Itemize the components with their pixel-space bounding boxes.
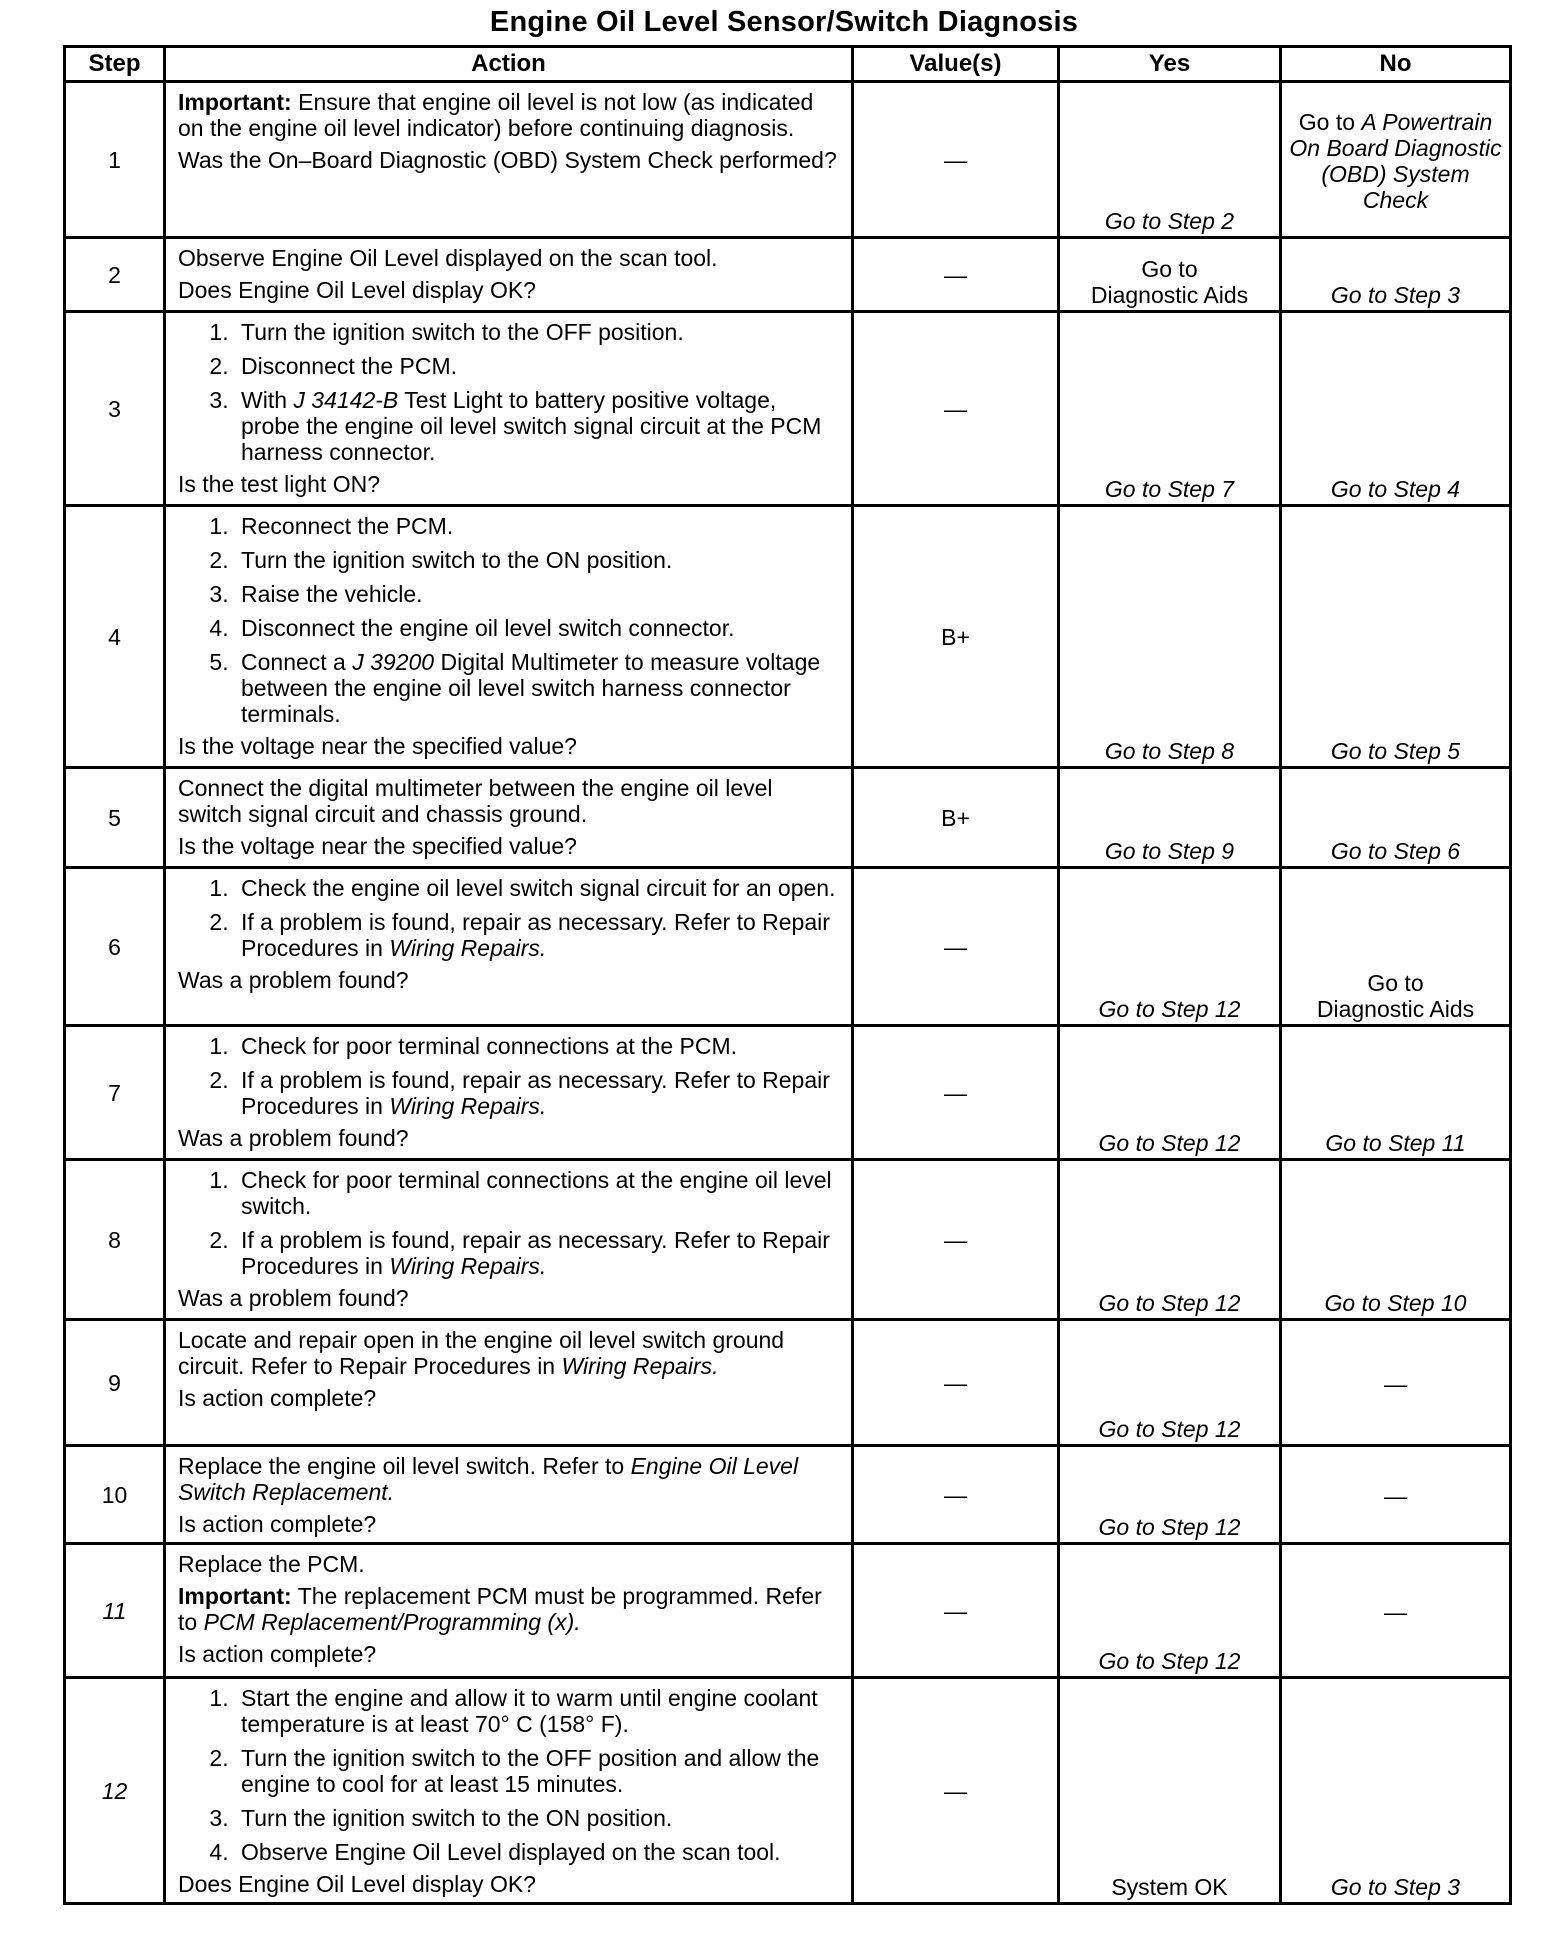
step-number: 10 (65, 1446, 165, 1544)
step-number: 4 (65, 506, 165, 768)
instruction-list (178, 1033, 841, 1119)
yes-cell: Go to Step 9 (1059, 768, 1281, 868)
list-item: 2. Turn the ignition switch to the ON position. (235, 547, 841, 573)
table-row (65, 506, 1511, 768)
yes-line: Go to (1141, 256, 1198, 282)
no-cell: — (1281, 1544, 1511, 1678)
item-text: If a problem is found, repair as necessary. Refer to Repair Procedures in (241, 1067, 830, 1119)
list-item: 4. Disconnect the engine oil level switch connector. (235, 615, 841, 641)
value-cell: — (853, 1678, 1059, 1904)
header-row (65, 47, 1511, 82)
item-text: Digital Multimeter to measure voltage between the engine oil level switch harness connector terminals. (241, 649, 821, 727)
important-note (178, 1583, 841, 1635)
list-item: 1. Reconnect the PCM. (235, 513, 841, 539)
header-no: No (1281, 47, 1511, 82)
list-item: 3. Turn the ignition switch to the ON position. (235, 1805, 841, 1831)
no-cell (1281, 82, 1511, 238)
yes-cell: Go to Step 12 (1059, 1160, 1281, 1320)
action-cell (165, 1446, 853, 1544)
no-cell: Go to Step 10 (1281, 1160, 1511, 1320)
step-number: 1 (65, 82, 165, 238)
value-cell: — (853, 1544, 1059, 1678)
header-yes: Yes (1059, 47, 1281, 82)
no-cell: Go to Step 5 (1281, 506, 1511, 768)
table-row (65, 1026, 1511, 1160)
instruction-text: Replace the engine oil level switch. Refer to (178, 1453, 631, 1479)
yes-line: Diagnostic Aids (1090, 282, 1249, 308)
important-text: The replacement PCM must be programmed. Refer to (178, 1583, 822, 1635)
important-note (178, 89, 841, 141)
action-cell (165, 768, 853, 868)
no-cell: — (1281, 1320, 1511, 1446)
list-item: 1. Start the engine and allow it to warm until engine coolant temperature is at least 70° C (158° F). (235, 1685, 841, 1737)
no-cell (1281, 868, 1511, 1026)
no-reference: A Powertrain On Board Diagnostic (OBD) System Check (1289, 108, 1502, 213)
list-item: 2. Turn the ignition switch to the OFF position and allow the engine to cool for at least 15 minutes. (235, 1745, 841, 1797)
table-row (65, 1544, 1511, 1678)
step-number: 3 (65, 312, 165, 506)
action-cell (165, 1160, 853, 1320)
step-number: 11 (65, 1544, 165, 1678)
list-item (235, 387, 841, 465)
yes-cell: Go to Step 8 (1059, 506, 1281, 768)
question: Was a problem found? (178, 1285, 409, 1311)
reference: Wiring Repairs. (389, 1253, 547, 1279)
reference: Wiring Repairs. (389, 1093, 547, 1119)
reference: Engine Oil Level Switch Replacement. (178, 1453, 799, 1505)
action-cell (165, 868, 853, 1026)
yes-cell: Go to Step 12 (1059, 1544, 1281, 1678)
step-number: 5 (65, 768, 165, 868)
action-cell (165, 1026, 853, 1160)
question: Is action complete? (178, 1511, 377, 1537)
yes-cell: Go to Step 12 (1059, 868, 1281, 1026)
instruction-text: Locate and repair open in the engine oil level switch ground circuit. Refer to Repair Procedures in (178, 1327, 785, 1379)
no-cell: Go to Step 11 (1281, 1026, 1511, 1160)
step-number: 12 (65, 1678, 165, 1904)
yes-cell: System OK (1059, 1678, 1281, 1904)
value-cell: — (853, 238, 1059, 312)
value-cell: — (853, 868, 1059, 1026)
value-cell: B+ (853, 506, 1059, 768)
step-number: 7 (65, 1026, 165, 1160)
instruction-list (178, 1167, 841, 1279)
table-row (65, 1160, 1511, 1320)
yes-cell: Go to Step 12 (1059, 1320, 1281, 1446)
tool-reference: J 39200 (352, 649, 435, 675)
list-item: 1. Check the engine oil level switch signal circuit for an open. (235, 875, 841, 901)
question: Does Engine Oil Level display OK? (178, 277, 536, 303)
list-item: 2. Disconnect the PCM. (235, 353, 841, 379)
step-number: 8 (65, 1160, 165, 1320)
header-action: Action (165, 47, 853, 82)
value-cell: — (853, 312, 1059, 506)
no-cell: Go to Step 4 (1281, 312, 1511, 506)
value-cell: — (853, 1160, 1059, 1320)
action-cell (165, 312, 853, 506)
question: Was the On–Board Diagnostic (OBD) System Check performed? (178, 147, 837, 173)
reference: Wiring Repairs. (389, 935, 547, 961)
important-text: Ensure that engine oil level is not low (as indicated on the engine oil level indicator) before continuing diagnosis. (178, 89, 814, 141)
action-cell (165, 1678, 853, 1904)
diagnosis-table (63, 45, 1512, 1905)
list-item: 4. Observe Engine Oil Level displayed on the scan tool. (235, 1839, 841, 1865)
list-item: 1. Check for poor terminal connections at the engine oil level switch. (235, 1167, 841, 1219)
action-cell (165, 82, 853, 238)
table-row (65, 868, 1511, 1026)
instruction-list (178, 319, 841, 465)
item-text: If a problem is found, repair as necessary. Refer to Repair Procedures in (241, 1227, 830, 1279)
question: Was a problem found? (178, 1125, 409, 1151)
step-number: 6 (65, 868, 165, 1026)
list-item (235, 1227, 841, 1279)
no-cell: Go to Step 3 (1281, 1678, 1511, 1904)
action-cell (165, 1544, 853, 1678)
table-row (65, 768, 1511, 868)
yes-cell: Go to Step 2 (1059, 82, 1281, 238)
instruction-list (178, 875, 841, 961)
important-label: Important: (178, 89, 292, 115)
table-row (65, 1320, 1511, 1446)
table-row (65, 312, 1511, 506)
value-cell: — (853, 1026, 1059, 1160)
value-cell: — (853, 1320, 1059, 1446)
question: Is the voltage near the specified value? (178, 733, 577, 759)
yes-cell: Go to Step 12 (1059, 1026, 1281, 1160)
question: Is action complete? (178, 1641, 377, 1667)
question: Does Engine Oil Level display OK? (178, 1871, 536, 1897)
reference: Wiring Repairs. (561, 1353, 719, 1379)
item-text: Test Light to battery positive voltage, probe the engine oil level switch signal circuit at the PCM harness connector. (241, 387, 822, 465)
action-cell (165, 1320, 853, 1446)
value-cell: — (853, 82, 1059, 238)
instruction-list (178, 1685, 841, 1865)
list-item (235, 909, 841, 961)
list-item: 3. Raise the vehicle. (235, 581, 841, 607)
step-number: 2 (65, 238, 165, 312)
instruction-list (178, 513, 841, 727)
action-cell (165, 506, 853, 768)
table-row (65, 1446, 1511, 1544)
no-cell: Go to Step 3 (1281, 238, 1511, 312)
question: Is action complete? (178, 1385, 377, 1411)
item-text: If a problem is found, repair as necessary. Refer to Repair Procedures in (241, 909, 830, 961)
instruction: Replace the PCM. (178, 1551, 365, 1577)
action-cell (165, 238, 853, 312)
no-cell: — (1281, 1446, 1511, 1544)
tool-reference: J 34142-B (293, 387, 399, 413)
instruction: Observe Engine Oil Level displayed on the scan tool. (178, 245, 718, 271)
list-item (235, 1067, 841, 1119)
instruction (178, 1453, 841, 1505)
header-values: Value(s) (853, 47, 1059, 82)
reference: PCM Replacement/Programming (x). (203, 1609, 581, 1635)
table-row (65, 238, 1511, 312)
no-prefix: Go to (1298, 108, 1362, 135)
important-label: Important: (178, 1583, 292, 1609)
table-row (65, 1678, 1511, 1904)
yes-cell: Go to Step 12 (1059, 1446, 1281, 1544)
no-cell: Go to Step 6 (1281, 768, 1511, 868)
question: Is the voltage near the specified value? (178, 833, 577, 859)
no-line: Diagnostic Aids (1316, 996, 1475, 1022)
instruction: Connect the digital multimeter between the engine oil level switch signal circuit and chassis ground. (178, 775, 773, 827)
item-prefix: With (241, 387, 294, 413)
list-item: 1. Turn the ignition switch to the OFF position. (235, 319, 841, 345)
value-cell: B+ (853, 768, 1059, 868)
question: Is the test light ON? (178, 471, 380, 497)
yes-cell: Go to Step 7 (1059, 312, 1281, 506)
instruction (178, 1327, 841, 1379)
step-number: 9 (65, 1320, 165, 1446)
header-step: Step (65, 47, 165, 82)
list-item (235, 649, 841, 727)
item-prefix: Connect a (241, 649, 353, 675)
yes-cell (1059, 238, 1281, 312)
value-cell: — (853, 1446, 1059, 1544)
page-title: Engine Oil Level Sensor/Switch Diagnosis (489, 6, 1079, 38)
no-line: Go to (1367, 970, 1424, 996)
table-row (65, 82, 1511, 238)
list-item: 1. Check for poor terminal connections at the PCM. (235, 1033, 841, 1059)
question: Was a problem found? (178, 967, 409, 993)
